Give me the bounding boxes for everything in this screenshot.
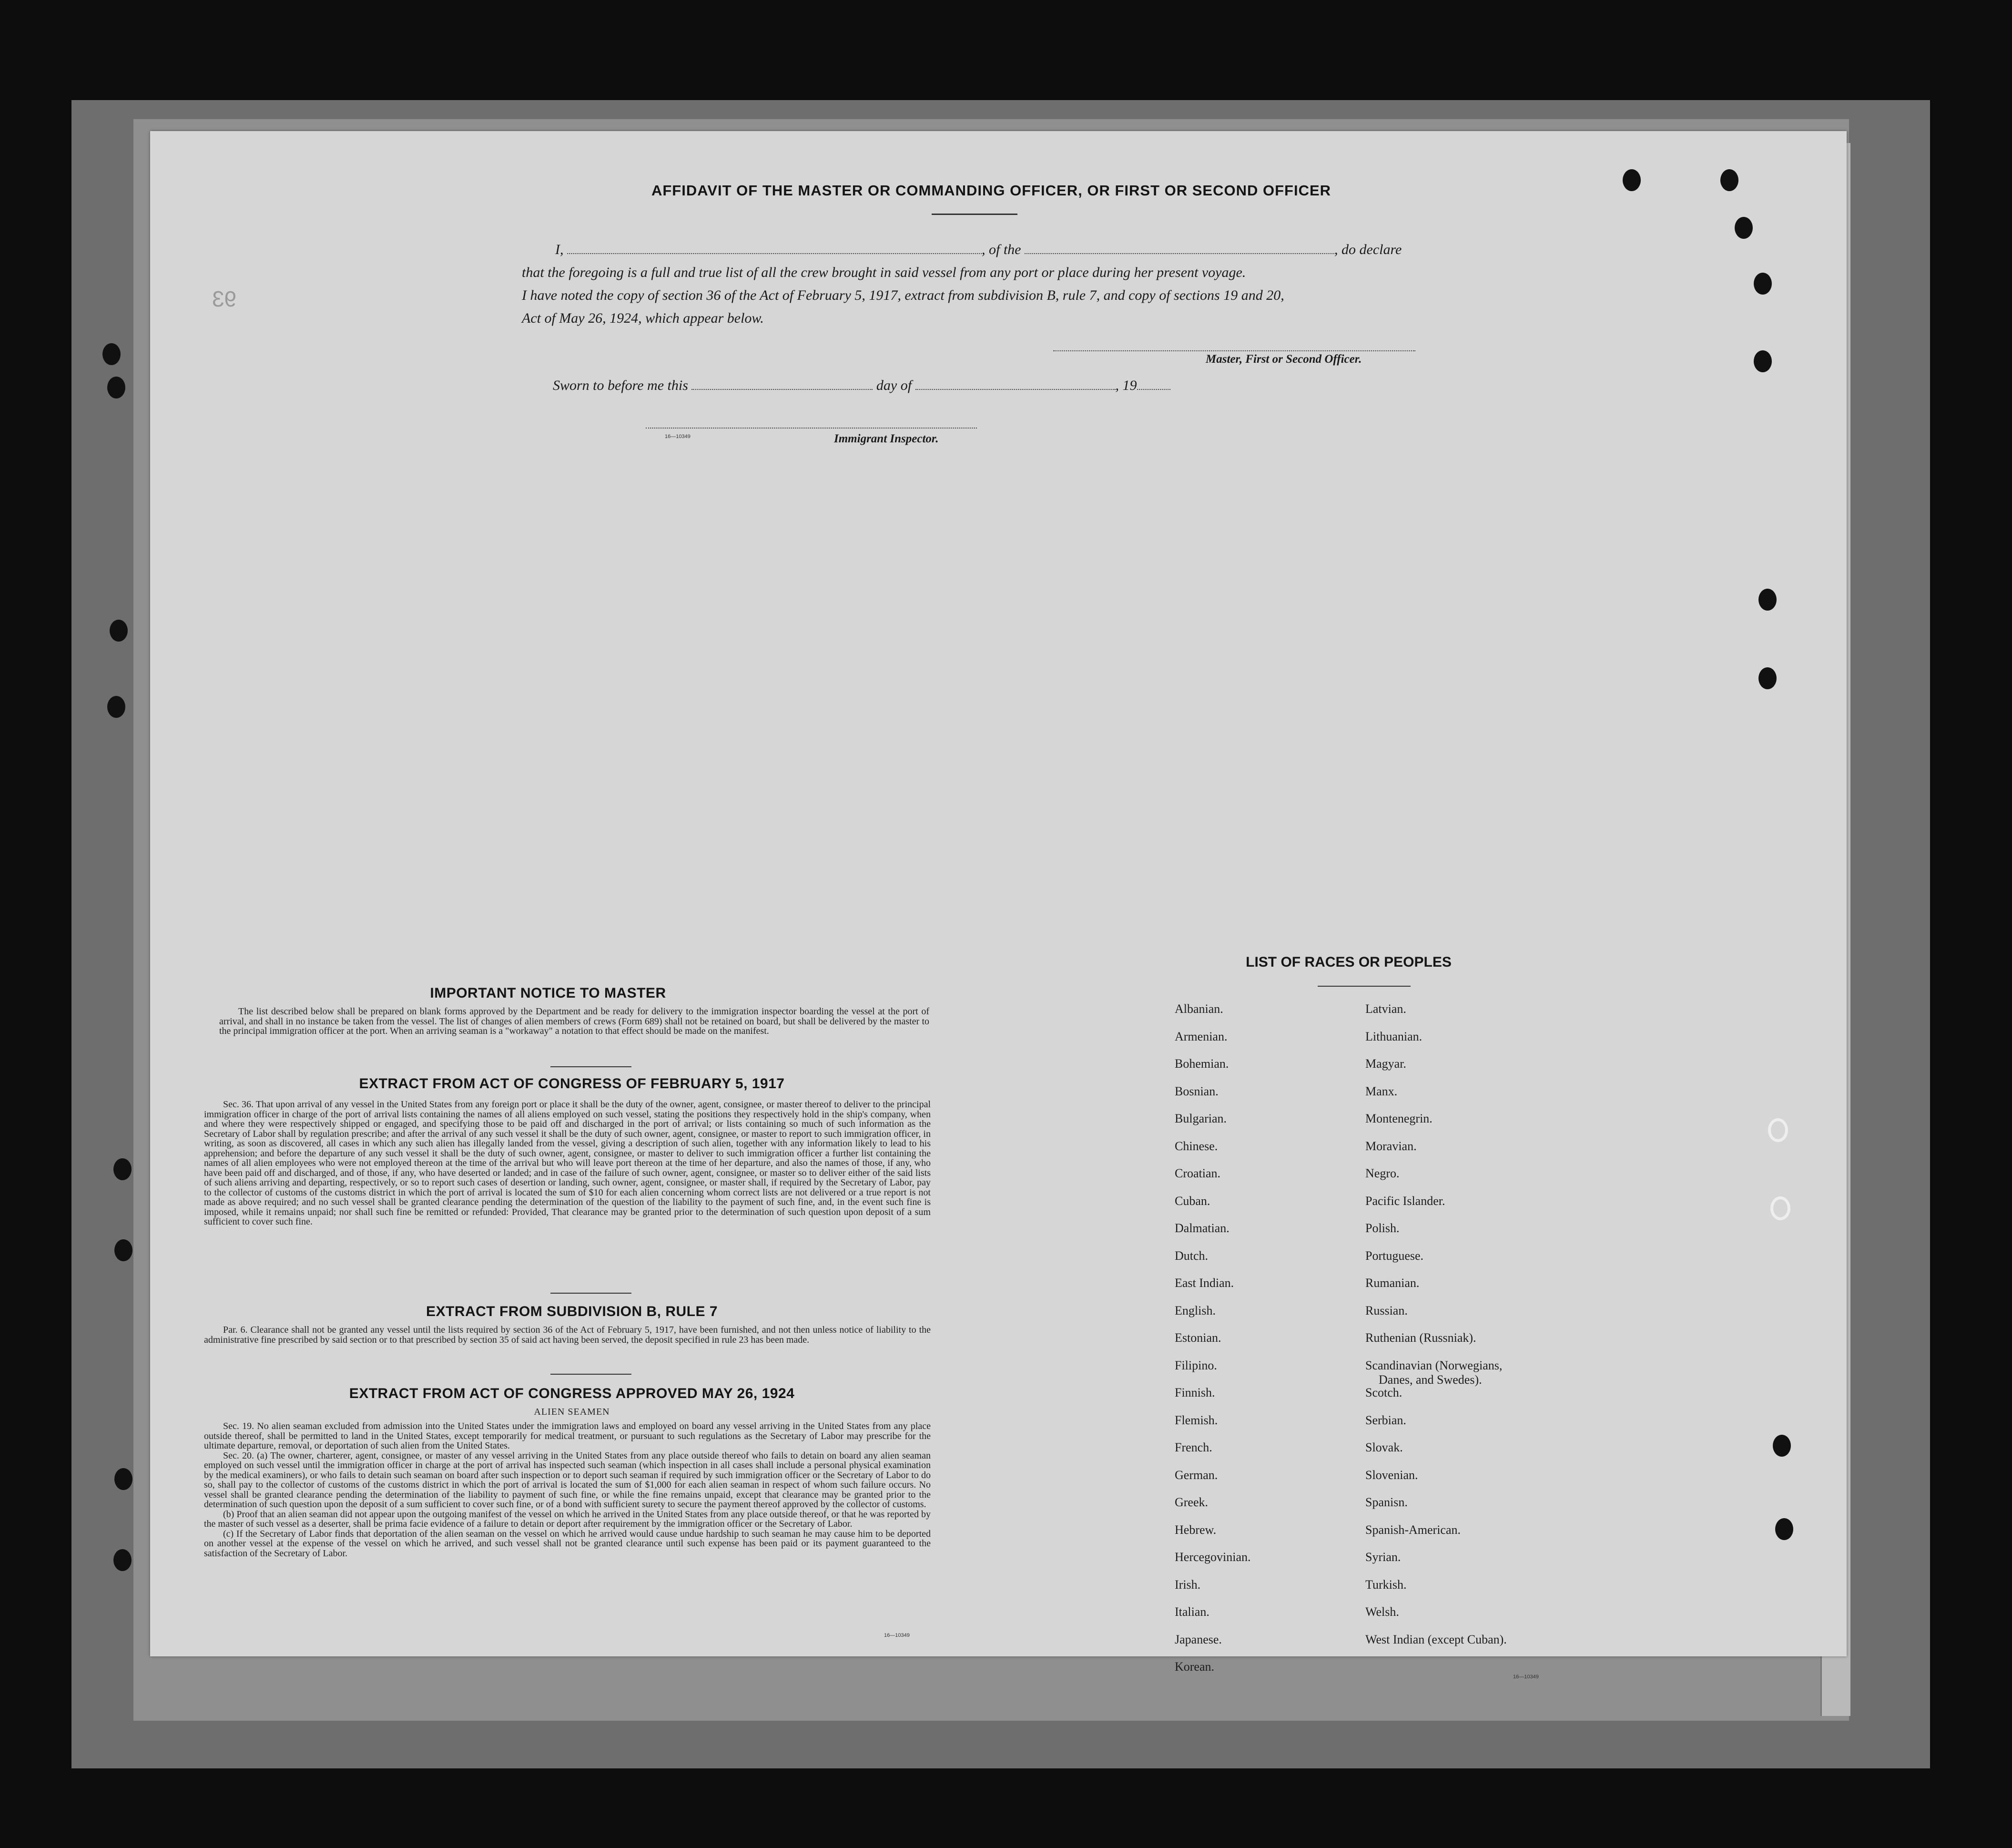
affidavit-title: AFFIDAVIT OF THE MASTER OR COMMANDING OFFICER, OR FIRST OR SECOND OFFICER <box>651 182 1331 199</box>
race-item: Lithuanian. <box>1365 1029 1423 1043</box>
race-item: Italian. <box>1175 1605 1209 1619</box>
margin-stamp-number: 93 <box>212 286 237 311</box>
extract-form-number: 16—10349 <box>884 1633 910 1638</box>
punch-hole <box>1735 217 1753 239</box>
race-item: Slovenian. <box>1365 1468 1418 1482</box>
race-item: Estonian. <box>1175 1331 1221 1345</box>
race-item: Scotch. <box>1365 1386 1402 1399</box>
punch-hole <box>1623 169 1641 191</box>
race-item: Turkish. <box>1365 1577 1407 1592</box>
race-item: Polish. <box>1365 1221 1400 1235</box>
race-item: Slovak. <box>1365 1440 1403 1454</box>
races-divider <box>1318 986 1411 987</box>
race-item: Scandinavian (Norwegians, <box>1365 1358 1503 1372</box>
race-item: Filipino. <box>1175 1358 1217 1372</box>
extract-1917-text: Sec. 36. That upon arrival of any vessel in the United States from any foreign port or place it shall be the duty of the owner, agent, consignee, or master thereof to deliver to the principal immigration officer in charge of the port of arrival lists containing the names of all aliens employed on such vessel, stating the positions they respectively hold in the ship's company, when and where they were respectively shipped or engaged, and specifying those to be paid off and discharged in the port of arrival; or lists containing so much of such information as the Secretary of Labor shall by regulation prescribe; and after the arrival of any such vessel it shall be the duty of such owner, agent, consignee, or master to report to such immigration officer, in writing, as soon as discovered, all cases in which any such alien has illegally landed from the vessel, giving a description of such alien, together with any information likely to lead to his apprehension; and before the departure of any such vessel it shall be the duty of such owner, agent, consignee, or master to deliver to such immigration officer a further list containing the names of all alien employees who were not employed thereon at the time of the arrival but who will leave port thereon at the time of her departure, and also the names of those, if any, who have been paid off and discharged, and of those, if any, who have deserted or landed; and in case of the failure of such owner, agent, consignee, or master so to deliver either of the said lists of such aliens arriving and departing, respectively, or so to report such cases of desertion or landing, such owner, agent, consignee, or master shall, if required by the Secretary of Labor, pay to the collector of customs of the customs district in which the port of arrival is located the sum of $10 for each alien concerning whom correct lists are not delivered or a true report is not made as above required; and no such vessel shall be granted clearance pending the determination of the question of the liability to the payment of such fine, and, in the event such fine is imposed, while it remains unpaid; nor shall such fine be remitted or refunded: Provided, That clearance may be granted prior to the determination of such question upon deposit of a sum sufficient to cover such fine. <box>204 1099 931 1227</box>
punch-hole <box>113 1158 132 1180</box>
section-divider <box>550 1374 631 1375</box>
affidavit-form-number: 16—10349 <box>665 434 691 439</box>
race-item: Portuguese. <box>1365 1248 1424 1263</box>
affidavit-line-3: I have noted the copy of section 36 of the Act of February 5, 1917, extract from subdivision B, rule 7, and copy of sections 19 and 20, <box>522 287 1284 303</box>
race-item: French. <box>1175 1440 1212 1454</box>
extract-rule7-text: Par. 6. Clearance shall not be granted any vessel until the lists required by section 36 of the Act of February 5, 1917, have been furnished, and not then unless notice of liability to the administrative fine prescribed by said section or to that prescribed by section 35 of said act having been served, the deposit specified in rule 23 has been made. <box>204 1325 931 1345</box>
alien-seamen-subtitle: ALIEN SEAMEN <box>534 1407 610 1417</box>
race-item: Russian. <box>1365 1303 1408 1317</box>
extract-1917-title: EXTRACT FROM ACT OF CONGRESS OF FEBRUARY 5, 1917 <box>359 1076 785 1092</box>
punch-hole <box>1720 169 1738 191</box>
race-item: Syrian. <box>1365 1550 1401 1564</box>
sworn-month-blank[interactable] <box>915 389 1116 390</box>
race-item: Rumanian. <box>1365 1276 1420 1290</box>
extract-1924-title: EXTRACT FROM ACT OF CONGRESS APPROVED MAY 26, 1924 <box>349 1386 795 1401</box>
punch-hole <box>102 343 121 365</box>
vessel-blank[interactable] <box>1025 253 1334 254</box>
race-item: Japanese. <box>1175 1632 1222 1646</box>
race-item: Ruthenian (Russniak). <box>1365 1331 1476 1345</box>
sworn-year-blank[interactable] <box>1137 389 1170 390</box>
affidavit-line-2: that the foregoing is a full and true list of all the crew brought in said vessel from any port or place during her present voyage. <box>522 265 1246 280</box>
race-item: German. <box>1175 1468 1218 1482</box>
race-item: Bosnian. <box>1175 1084 1219 1098</box>
section-divider <box>550 1066 631 1067</box>
punch-hole <box>107 696 125 718</box>
extract-rule7-title: EXTRACT FROM SUBDIVISION B, RULE 7 <box>426 1304 718 1319</box>
title-divider <box>932 214 1017 215</box>
race-item: Greek. <box>1175 1495 1209 1509</box>
race-item: Chinese. <box>1175 1139 1218 1153</box>
race-item: West Indian (except Cuban). <box>1365 1632 1507 1646</box>
race-item: Spanisn. <box>1365 1495 1408 1509</box>
race-item: Pacific Islander. <box>1365 1194 1445 1208</box>
race-item: Finnish. <box>1175 1386 1215 1399</box>
punch-hole <box>110 620 128 642</box>
race-item: Welsh. <box>1365 1605 1399 1619</box>
punch-hole <box>1773 1435 1791 1457</box>
race-item: East Indian. <box>1175 1276 1234 1290</box>
race-item: Bohemian. <box>1175 1057 1229 1071</box>
race-item: Danes, and Swedes). <box>1379 1372 1482 1387</box>
race-item: Magyar. <box>1365 1057 1406 1071</box>
punch-hole <box>1770 1196 1790 1220</box>
race-item: Spanish-American. <box>1365 1522 1461 1537</box>
sworn-line: Sworn to before me this day of , 19 <box>553 374 1363 397</box>
sworn-day-blank[interactable] <box>691 389 873 390</box>
race-item: Cuban. <box>1175 1194 1210 1208</box>
race-item: Serbian. <box>1365 1413 1406 1427</box>
section-divider <box>550 1293 631 1294</box>
race-item: Negro. <box>1365 1166 1400 1180</box>
races-form-number: 16—10349 <box>1513 1674 1539 1680</box>
race-item: Korean. <box>1175 1660 1215 1674</box>
race-item: Hebrew. <box>1175 1522 1217 1537</box>
punch-hole <box>113 1549 132 1571</box>
race-item: Dalmatian. <box>1175 1221 1230 1235</box>
punch-hole <box>107 377 125 398</box>
punch-hole <box>1754 273 1772 295</box>
race-item: Dutch. <box>1175 1248 1209 1263</box>
race-item: Bulgarian. <box>1175 1112 1227 1125</box>
name-blank[interactable] <box>567 253 982 254</box>
notice-text: The list described below shall be prepared on blank forms approved by the Department and be ready for delivery to the immigration inspector boarding the vessel at the port of arrival, and shall in no instance be taken from the vessel. The list of changes of alien members of crews (Form 689) shall not be retained on board, but shall be delivered by the master to the principal immigration officer at the port. When an arriving seaman is a "workaway" a notation to that effect should be made on the manifest. <box>219 1006 929 1036</box>
punch-hole <box>1758 589 1777 611</box>
race-item: Croatian. <box>1175 1166 1221 1180</box>
affidavit-line-4: Act of May 26, 1924, which appear below. <box>522 310 764 326</box>
sec-19-text: Sec. 19. No alien seaman excluded from admission into the United States under the immigration laws and employed on board any vessel arriving in the United States from any place outside thereof, shall be permitted to land in the United States, except temporarily for medical treatment, or pursuant to such regulations as the Secretary of Labor may prescribe for the ultimate departure, removal, or deportation of such alien from the United States. <box>204 1421 931 1451</box>
race-item: Montenegrin. <box>1365 1112 1433 1125</box>
extract-1924-text <box>204 1421 931 1558</box>
race-item: Latvian. <box>1365 1002 1406 1016</box>
race-item: Irish. <box>1175 1577 1201 1592</box>
races-title: LIST OF RACES OR PEOPLES <box>1246 954 1452 970</box>
race-item: Flemish. <box>1175 1413 1218 1427</box>
punch-hole <box>1768 1118 1788 1142</box>
affidavit-line-1: I, , of the , do declare <box>555 242 1402 257</box>
sec-20a-text: Sec. 20. (a) The owner, charterer, agent, consignee, or master of any vessel arriving in the United States from any place outside thereof who fails to detain on board any alien seaman employed on such vessel until the immigration officer in charge at the port of arrival has inspected such seaman (which inspection in all cases shall include a personal physical examination by the medical examiners), or who fails to detain such seaman on board after such inspection or to deport such seaman if required by such immigration officer or the Secretary of Labor to do so, shall pay to the collector of customs of the customs district in which the port of arrival is located the sum of $1,000 for each alien seaman in respect of whom such failure occurs. No vessel shall be granted clearance pending the determination of the liability to payment of such fine, or while the fine remains unpaid, except that clearance may be granted prior to the determination of such question upon the deposit of a sum sufficient to cover such fine, or of a bond with sufficient surety to secure the payment thereof approved by the collector of customs. <box>204 1450 931 1510</box>
punch-hole <box>114 1239 132 1261</box>
punch-hole <box>114 1468 132 1490</box>
race-item: Manx. <box>1365 1084 1398 1098</box>
sec-20b-text: (b) Proof that an alien seaman did not appear upon the outgoing manifest of the vessel on which he arrived in the United States from any place outside thereof, or that he was reported by the master of such vessel as a deserter, shall be prima facie evidence of a failure to detain or deport after requirement by the immigration officer or the Secretary of Labor. <box>204 1509 931 1529</box>
master-signature-label: Master, First or Second Officer. <box>1206 353 1362 366</box>
sec-20c-text: (c) If the Secretary of Labor finds that deportation of the alien seaman on the vessel on which he arrived would cause undue hardship to such seaman he may cause him to be deported on another vessel at the expense of the vessel on which he arrived, and such vessel shall not be granted clearance until such expense has been paid or its payment guaranteed to the satisfaction of the Secretary of Labor. <box>204 1528 931 1559</box>
notice-title: IMPORTANT NOTICE TO MASTER <box>430 985 666 1001</box>
race-item: Hercegovinian. <box>1175 1550 1251 1564</box>
race-item: Moravian. <box>1365 1139 1417 1153</box>
inspector-label: Immigrant Inspector. <box>834 432 939 445</box>
race-item: Armenian. <box>1175 1029 1228 1043</box>
race-item: English. <box>1175 1303 1216 1317</box>
punch-hole <box>1775 1518 1793 1540</box>
race-item: Albanian. <box>1175 1002 1223 1016</box>
punch-hole <box>1758 667 1777 689</box>
punch-hole <box>1754 350 1772 372</box>
